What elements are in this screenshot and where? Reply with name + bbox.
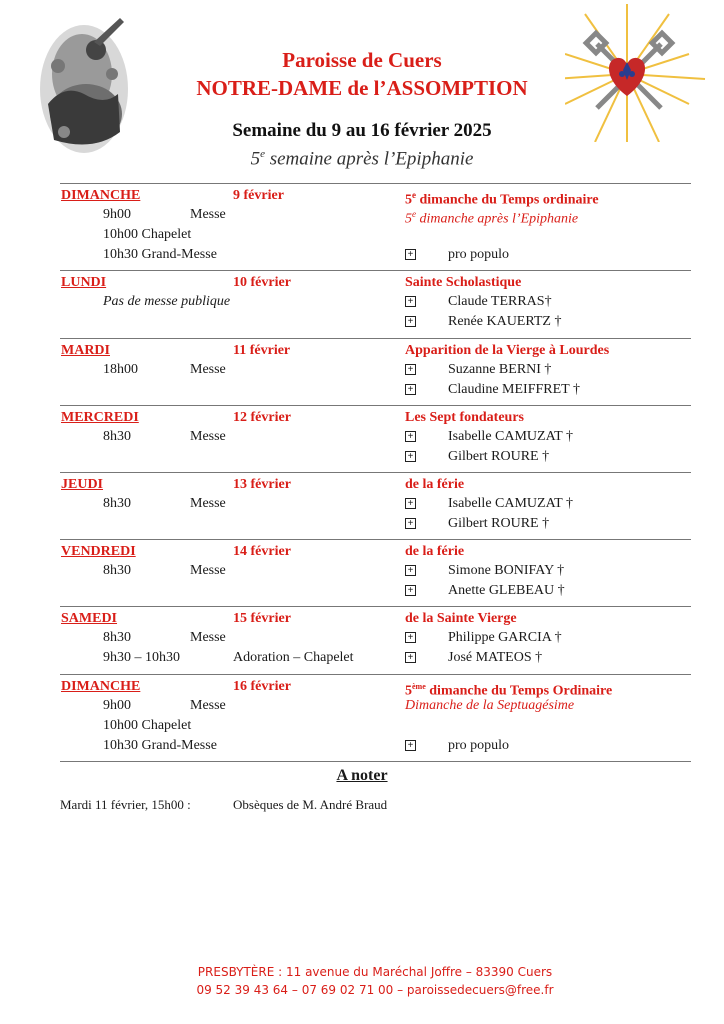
section-divider [60,270,691,271]
notes-heading: A noter [336,767,388,784]
service-time: 10h30 Grand-Messe [103,247,217,262]
day-date: 9 février [233,188,284,203]
week-title: Semaine du 9 au 16 février 2025 [232,120,492,141]
service-time: 8h30 [103,429,131,444]
cross-icon: + [405,632,416,643]
cross-icon: + [405,652,416,663]
cross-icon: + [405,518,416,529]
mass-intention: Claude TERRAS† [448,294,552,309]
feast-subtitle: Dimanche de la Septuagésime [405,698,575,713]
section-divider [60,405,691,406]
cross-icon: + [405,316,416,327]
section-divider [60,183,691,184]
service-label: Messe [190,563,226,578]
cross-icon: + [405,296,416,307]
day-date: 10 février [233,275,291,290]
mass-intention: Simone BONIFAY † [448,563,565,578]
mass-intention: Isabelle CAMUZAT † [448,429,573,444]
day-date: 15 février [233,611,291,626]
service-label: Messe [190,698,226,713]
service-time: 8h30 [103,563,131,578]
cross-icon: + [405,431,416,442]
feast-title: de la férie [405,477,465,492]
mass-intention: Gilbert ROURE † [448,449,550,464]
service-label: Messe [190,207,226,222]
day-name: VENDREDI [61,544,136,559]
day-date: 16 février [233,679,291,694]
service-time: 18h00 [103,362,138,377]
cross-icon: + [405,384,416,395]
service-time: 9h00 [103,698,131,713]
service-time: 10h30 Grand-Messe [103,738,217,753]
feast-title: de la férie [405,544,465,559]
service-time: 10h00 Chapelet [103,718,192,733]
note-what: Obsèques de M. André Braud [233,797,388,812]
day-date: 14 février [233,544,291,559]
day-date: 11 février [233,343,291,358]
service-time: 10h00 Chapelet [103,227,192,242]
feast-title: 5e dimanche du Temps ordinaire [405,190,599,208]
cross-icon: + [405,451,416,462]
mass-intention: Isabelle CAMUZAT † [448,496,573,511]
day-name: DIMANCHE [61,188,141,203]
service-time: 9h30 – 10h30 [103,650,180,665]
mass-intention: Claudine MEIFFRET † [448,382,580,397]
day-name: LUNDI [61,275,107,290]
footer-contact: 09 52 39 43 64 – 07 69 02 71 00 – paroissedecuers@free.fr [196,983,554,997]
cross-icon: + [405,498,416,509]
cross-icon: + [405,565,416,576]
day-name: SAMEDI [61,611,118,626]
mass-intention: Gilbert ROURE † [448,516,550,531]
church-name: NOTRE-DAME de l’ASSOMPTION [196,76,528,100]
section-divider [60,674,691,675]
service-time: 8h30 [103,496,131,511]
service-time: 9h00 [103,207,131,222]
feast-title: Apparition de la Vierge à Lourdes [405,343,610,358]
day-name: MERCREDI [61,410,139,425]
mass-intention: Suzanne BERNI † [448,362,552,377]
liturgical-week-subtitle: 5e semaine après l’Epiphanie [250,148,474,170]
day-name: MARDI [61,343,110,358]
cross-icon: + [405,249,416,260]
service-label: Messe [190,630,226,645]
feast-title: Les Sept fondateurs [405,410,525,425]
service-label: Messe [190,362,226,377]
day-date: 13 février [233,477,291,492]
footer-address: PRESBYTÈRE : 11 avenue du Maréchal Joffre – 83390 Cuers [197,965,553,979]
feast-title: 5ème dimanche du Temps Ordinaire [405,682,613,699]
day-note: Pas de messe publique [103,294,231,309]
day-date: 12 février [233,410,291,425]
section-divider [60,472,691,473]
cross-icon: + [405,585,416,596]
service-label: Adoration – Chapelet [233,650,354,665]
mass-intention: José MATEOS † [448,650,543,665]
parish-name: Paroisse de Cuers [282,48,442,72]
feast-title: de la Sainte Vierge [405,611,517,626]
section-divider [60,761,691,762]
note-when: Mardi 11 février, 15h00 : [60,797,191,812]
service-label: Messe [190,429,226,444]
mass-intention: pro populo [448,738,510,753]
section-divider [60,338,691,339]
mass-intention: Philippe GARCIA † [448,630,562,645]
cross-icon: + [405,740,416,751]
section-divider [60,539,691,540]
mass-intention: Anette GLEBEAU † [448,583,565,598]
cross-icon: + [405,364,416,375]
feast-subtitle: 5e dimanche après l’Epiphanie [405,209,579,227]
feast-title: Sainte Scholastique [405,275,522,290]
day-name: DIMANCHE [61,679,141,694]
day-name: JEUDI [61,477,104,492]
mass-intention: pro populo [448,247,510,262]
service-time: 8h30 [103,630,131,645]
mass-intention: Renée KAUERTZ † [448,314,562,329]
service-label: Messe [190,496,226,511]
section-divider [60,606,691,607]
